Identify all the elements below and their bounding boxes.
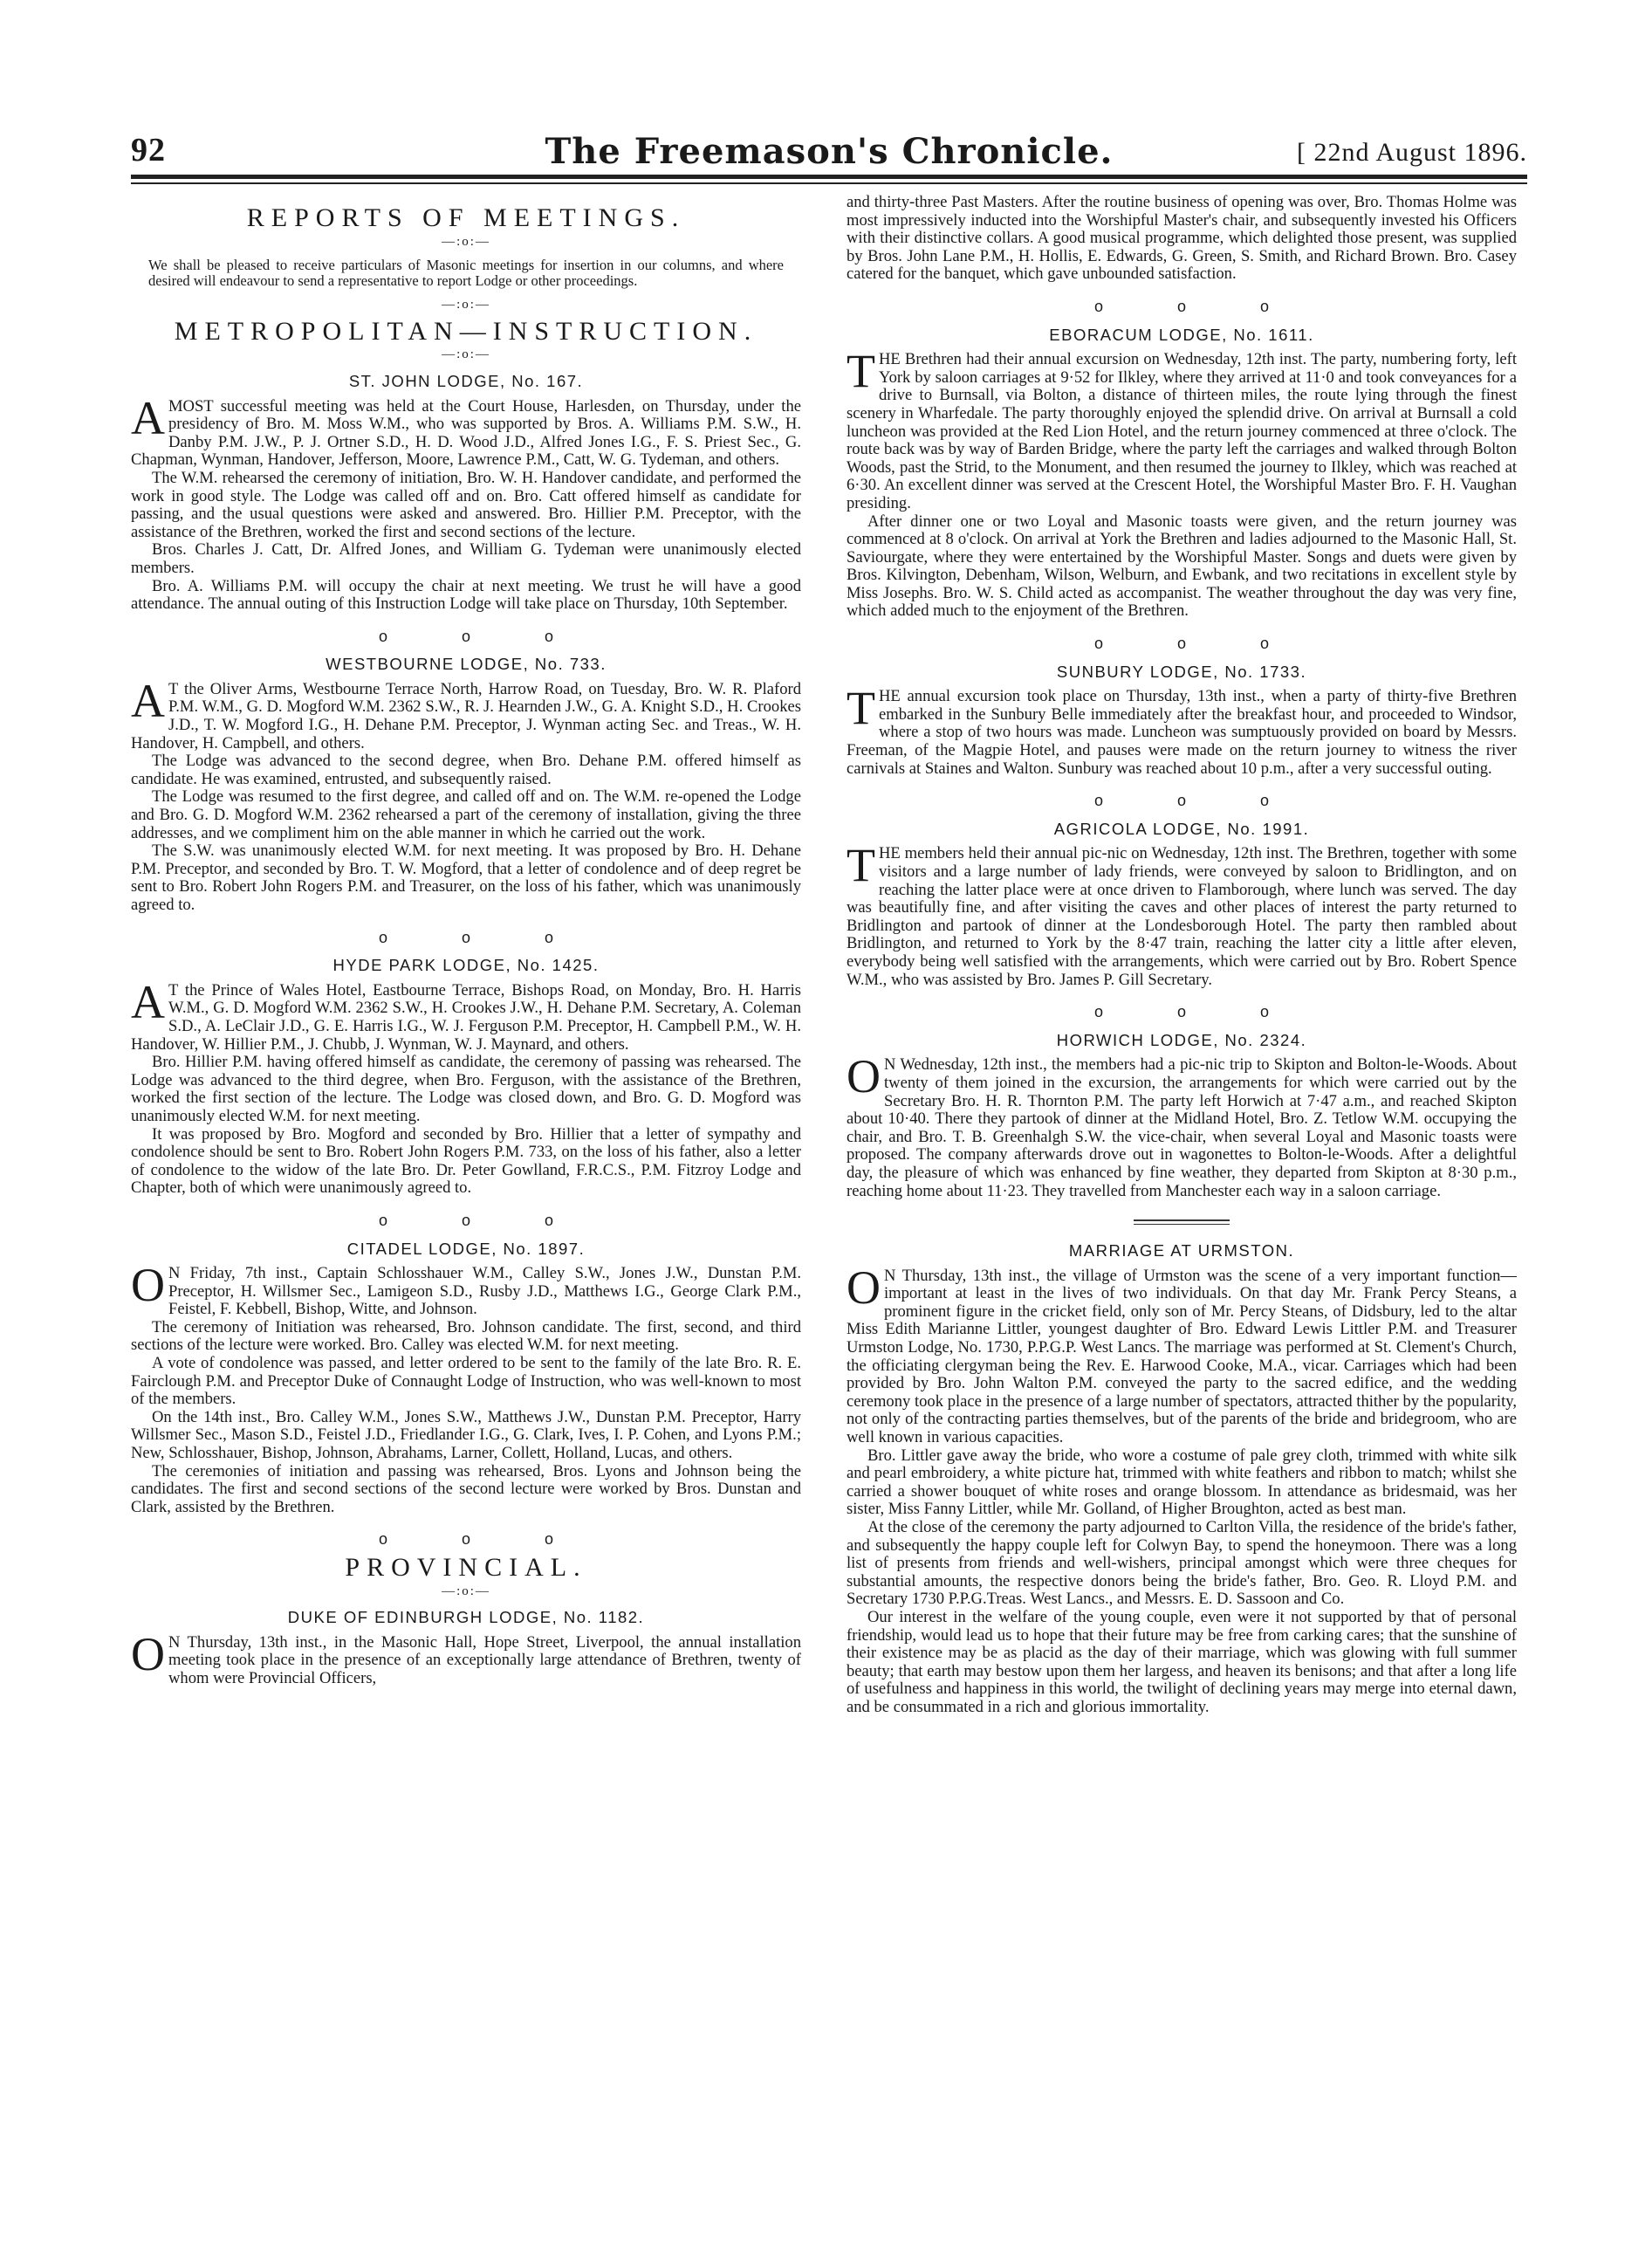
- report-paragraph: The ceremonies of initiation and passing was rehearsed, Bros. Lyons and Johnson being the candidates. The first and second sections of the second lecture were worked by Bros. Dunstan and Clark, assisted by the Brethren.: [131, 1461, 801, 1516]
- provincial-heading: PROVINCIAL.: [345, 1553, 587, 1582]
- report-eboracum-lodge: [847, 326, 1517, 622]
- section-ornament: o o o: [1093, 297, 1305, 315]
- report-paragraph: The S.W. was unanimously elected W.M. for next meeting. It was proposed by Bro. H. Dehane P.M. Preceptor, and seconded by Bro. T. W. Mogford, that a letter of condolence and of deep regret be sent to Bro. Robert John Rogers P.M. and Treasurer, on the loss of his father, which was unanimously agreed to.: [131, 841, 801, 914]
- article-title: MARRIAGE AT URMSTON.: [1068, 1241, 1295, 1261]
- section-ornament: o o o: [378, 627, 589, 645]
- report-st-john-lodge: [131, 373, 801, 614]
- lodge-title: HYDE PARK LODGE, No. 1425.: [332, 956, 600, 975]
- drop-cap: O: [131, 1627, 165, 1680]
- report-paragraph: Bro. Hillier P.M. having offered himself as candidate, the ceremony of passing was rehearsed. The Lodge was advanced to the third degree, when Bro. Ferguson, with the assistance of the Brethren, worked the first section of the lecture. The Lodge was closed down, and Bro. G. D. Mogford was unanimously elected W.M. for next meeting.: [131, 1053, 801, 1125]
- report-hyde-park-lodge: [131, 957, 801, 1198]
- left-column: [131, 194, 801, 1688]
- section-ornament: o o o: [378, 928, 589, 946]
- report-paragraph: THE annual excursion took place on Thursday, 13th inst., when a party of thirty-five Brethren embarked in the Sunbury Belle immediately after the breakfast hour, and proceeded to Windsor, where a stop of two hours was made. Luncheon was sumptuously provided on board by Messrs. Freeman, of the Magpie Hotel, and pauses were made on the return journey to witness the river carnivals at Staines and Walton. Sunbury was reached about 10 p.m., after a very successful outing.: [847, 682, 1517, 778]
- lodge-title: HORWICH LODGE, No. 2324.: [1056, 1030, 1307, 1049]
- report-westbourne-lodge: [131, 656, 801, 914]
- lodge-title: EBORACUM LODGE, No. 1611.: [1049, 325, 1314, 344]
- report-horwich-lodge: [847, 1032, 1517, 1200]
- report-paragraph: The Lodge was advanced to the second degree, when Bro. Dehane P.M. offered himself as candidate. He was examined, entrusted, and subsequently raised.: [131, 752, 801, 788]
- report-paragraph: O N Thursday, 13th inst., in the Masonic Hall, Hope Street, Liverpool, the annual installation meeting took place in the presence of an exceptionally large attendance of Brethren, twenty of whom were Provincial Officers,: [131, 1627, 801, 1687]
- separator: —:o:—: [442, 298, 490, 313]
- section-ornament: o o o: [378, 1211, 589, 1229]
- report-citadel-lodge: [131, 1240, 801, 1517]
- drop-cap: A: [131, 674, 165, 727]
- drop-cap: T: [847, 839, 875, 892]
- drop-cap: T: [847, 682, 875, 735]
- drop-cap: O: [847, 1261, 881, 1314]
- report-duke-of-edinburgh-lodge: [131, 1609, 801, 1687]
- editorial-notice: We shall be pleased to receive particulars of Masonic meetings for insertion in our columns, and where desired will endeavour to send a representative to report Lodge or other proceedings.: [148, 257, 784, 290]
- reports-heading: REPORTS OF MEETINGS.: [246, 203, 686, 232]
- lodge-title: CITADEL LODGE, No. 1897.: [346, 1239, 586, 1258]
- lodge-title: SUNBURY LODGE, No. 1733.: [1056, 662, 1307, 681]
- report-paragraph: The W.M. rehearsed the ceremony of initiation, Bro. W. H. Handover candidate, and performed the work in good style. The Lodge was called off and on. Bro. Catt offered himself as candidate for passing, and the usual questions were asked and answered. Bro. Hillier P.M. Preceptor, with the assistance of the Brethren, worked the first and second sections of the lecture.: [131, 468, 801, 541]
- lodge-title: DUKE OF EDINBURGH LODGE, No. 1182.: [287, 1608, 645, 1627]
- report-paragraph: A vote of condolence was passed, and letter ordered to be sent to the family of the late Bro. R. E. Fairclough P.M. and Preceptor Duke of Connaught Lodge of Instruction, who was well-known to most of the members.: [131, 1354, 801, 1409]
- drop-cap: O: [847, 1050, 881, 1103]
- article-paragraph: O N Thursday, 13th inst., the village of Urmston was the scene of a very important function—important at least in the lives of two individuals. On that day Mr. Frank Percy Steans, a prominent figure in the cricket field, only son of Mr. Percy Steans, of Didsbury, led to the altar Miss Edith Marianne Littler, youngest daughter of Bro. Edward Lewis Littler P.M. and Treasurer Urmston Lodge, No. 1730, P.P.G.P. West Lancs. The marriage was performed at St. Clement's Church, the officiating clergyman being the Rev. E. Harwood Cooke, M.A., vicar. Carriages which had been provided by Bro. John Walton P.M. conveyed the party to the sacred edifice, and the wedding ceremony took place in the presence of a large number of spectators, attracted thither by the popularity, not only of the contracting parties themselves, but of the parents of the bride and bridegroom, who are well known in various capacities.: [847, 1261, 1517, 1447]
- report-continuation: and thirty-three Past Masters. After the routine business of opening was over, Bro. Thomas Holme was most impressively inducted into the Worshipful Master's chair, and subsequently invested his Officers with their distinctive collars. A good musical programme, which delighted those present, was supplied by Bros. John Lane P.M., H. Hollis, E. Edwards, G. Green, S. Smith, and Richard Brown. Bro. Casey catered for the banquet, which gave unbounded satisfaction.: [847, 193, 1517, 284]
- metropolitan-heading: METROPOLITAN—INSTRUCTION.: [174, 316, 758, 346]
- article-marriage-at-urmston: [847, 1242, 1517, 1716]
- article-paragraph: Bro. Littler gave away the bride, who wore a costume of pale grey cloth, trimmed with white silk and pearl embroidery, a white picture hat, trimmed with white feathers and ribbon to match; whilst she carried a shower bouquet of white roses and orange blossom. In attendance as bridesmaid, was her sister, Miss Fanny Littler, while Mr. Golland, of Higher Broughton, acted as best man.: [847, 1446, 1517, 1519]
- section-ornament: o o o: [1093, 1003, 1305, 1021]
- drop-cap: A: [131, 391, 165, 444]
- report-paragraph: The ceremony of Initiation was rehearsed, Bro. Johnson candidate. The first, second, and third sections of the lecture were worked. Bro. Calley was elected W.M. for next meeting.: [131, 1317, 801, 1355]
- drop-cap: O: [131, 1259, 165, 1312]
- report-paragraph: After dinner one or two Loyal and Masonic toasts were given, and the return journey was commenced at 8 o'clock. On arrival at York the Brethren and ladies adjourned to the Masonic Hall, St. Saviourgate, where they were entertained by the Worshipful Master. Songs and duets were given by Bros. Kilvington, Debenham, Wilson, Welburn, and Ewbank, and two recitations in excellent style by Miss Josephs. Bro. W. S. Child acted as accompanist. The weather throughout the day was very fine, which added much to the enjoyment of the Brethren.: [847, 512, 1517, 621]
- article-paragraph: Our interest in the welfare of the young couple, even were it not supported by that of personal friendship, would lead us to hope that their future may be free from carking cares; that the sunshine of their existence may be as placid as the day of their marriage, which was glowing with full summer beauty; that earth may bestow upon them her largess, and heaven its benisons; and that after a long life of usefulness and happiness in this world, the twilight of declining years may merge into eternal dawn, and be consummated in a rich and glorious immortality.: [847, 1607, 1517, 1716]
- page-number: 92: [131, 132, 166, 168]
- publication-title: The Freemason's Chronicle.: [545, 131, 1114, 172]
- report-paragraph: A T the Oliver Arms, Westbourne Terrace North, Harrow Road, on Tuesday, Bro. W. R. Plaford P.M. W.M., G. D. Mogford W.M. 2362 S.W., R. J. Hearnden J.W., G. A. Knight S.D., H. Crookes J.D., T. W. Mogford I.G., H. Dehane P.M. Preceptor, J. Wynman acting Sec. and Treas., W. H. Handover, H. Campbell, and others.: [131, 674, 801, 752]
- lodge-title: WESTBOURNE LODGE, No. 733.: [326, 655, 607, 674]
- drop-cap: T: [847, 345, 875, 398]
- section-ornament: o o o: [1093, 635, 1305, 653]
- section-ornament: o o o: [1093, 792, 1305, 810]
- section-divider: [1134, 1219, 1230, 1225]
- masthead-rule: [131, 175, 1527, 179]
- report-paragraph: The Lodge was resumed to the first degree, and called off and on. The W.M. re-opened the Lodge and Bro. G. D. Mogford W.M. 2362 rehearsed a part of the ceremony of installation, giving the three addresses, and we compliment him on the able manner in which he carried out the work.: [131, 787, 801, 842]
- separator: —:o:—: [442, 347, 490, 362]
- drop-cap: A: [131, 975, 165, 1028]
- report-paragraph: A T the Prince of Wales Hotel, Eastbourne Terrace, Bishops Road, on Monday, Bro. H. Harris W.M., G. D. Mogford W.M. 2362 S.W., H. Crookes J.W., H. Dehane P.M. Secretary, A. Coleman S.D., A. LeClair J.D., G. E. Harris I.G., W. J. Ferguson P.M. Preceptor, H. Campbell P.M., W. H. Handover, W. Hillier P.M., J. Chubb, J. Wynman, W. J. Maynard, and others.: [131, 975, 801, 1054]
- report-paragraph: THE Brethren had their annual excursion on Wednesday, 12th inst. The party, numbering forty, left York by saloon carriages at 9·52 for Ilkley, where they arrived at 11·0 and took conveyances for a drive to Burnsall, via Bolton, a distance of thirteen miles, the route lying through the finest scenery in Wharfedale. The party thoroughly enjoyed the splendid drive. On arrival at Burnsall a cold luncheon was provided at the Red Lion Hotel, and the return journey commenced at three o'clock. The route back was by way of Barden Bridge, where the party left the carriages and walked through Bolton Woods, past the Strid, to the Monument, and then resumed the journey to Ilkley, which was reached at 6·30. An excellent dinner was served at the Crescent Hotel, the Worshipful Master Bro. F. H. Vaughan presiding.: [847, 345, 1517, 512]
- report-paragraph: Bro. A. Williams P.M. will occupy the chair at next meeting. We trust he will have a good attendance. The annual outing of this Instruction Lodge will take place on Thursday, 10th September.: [131, 576, 801, 614]
- report-sunbury-lodge: [847, 663, 1517, 779]
- right-column: [847, 194, 1517, 1717]
- report-paragraph: AMOST successful meeting was held at the Court House, Harlesden, on Thursday, under the presidency of Bro. M. Moss W.M., who was supported by Bros. A. Williams P.M. S.W., H. Danby P.M. J.W., P. J. Ortner S.D., H. D. Wood J.D., Alfred Jones I.G., F. S. Priest Sec., G. Chapman, Wynman, Handover, Jefferson, Moore, Lawrence P.M., Catt, W. G. Tydeman, and others.: [131, 391, 801, 470]
- article-paragraph: At the close of the ceremony the party adjourned to Carlton Villa, the residence of the bride's father, and subsequently the happy couple left for Colwyn Bay, to spend the honeymoon. There was a long list of presents from friends and well-wishers, principal amongst which were three cheques for substantial amounts, the respective donors being the bride's father, Bro. Geo. R. Lloyd P.M. and Secretary 1730 P.P.G.Treas. West Lancs., and Messrs. E. D. Sassoon and Co.: [847, 1518, 1517, 1609]
- separator: —:o:—: [442, 234, 490, 249]
- lodge-title: ST. JOHN LODGE, No. 167.: [348, 371, 584, 390]
- lodge-title: AGRICOLA LODGE, No. 1991.: [1053, 819, 1310, 838]
- report-paragraph: O N Wednesday, 12th inst., the members had a pic-nic trip to Skipton and Bolton-le-Woods. About twenty of them joined in the excursion, the arrangements for which were carried out by the Secretary Bro. H. R. Thornton P.M. The party left Horwich at 7·47 a.m., and reached Skipton about 10·40. There they partook of dinner at the Midland Hotel, Bro. Z. Tetlow W.M. occupying the chair, and Bro. T. B. Greenhalgh S.W. the vice-chair, when several Loyal and Masonic toasts were proposed. The company afterwards drove out in wagonettes to Bolton-le-Woods. After a delightful day, the pleasure of which was enhanced by fine weather, they departed from Skipton at 8·30 p.m., reaching home about 11·23. They travelled from Manchester each way in a saloon carriage.: [847, 1050, 1517, 1200]
- section-ornament: o o o: [378, 1530, 589, 1549]
- report-paragraph: THE members held their annual pic-nic on Wednesday, 12th inst. The Brethren, together with some visitors and a large number of lady friends, were conveyed by saloon to Bridlington, and on reaching the latter place were at once driven to Flamborough, where lunch was served. The day was beautifully fine, and after visiting the caves and other places of interest the party returned to Bridlington and partook of dinner at the Londesborough Hotel. The party then rambled about Bridlington, and returned to York by the 8·47 train, reaching the latter city a little after eleven, everybody being well satisfied with the arrangements, which were carried out by Bro. Robert Spence W.M., who was assisted by Bro. James P. Gill Secretary.: [847, 839, 1517, 989]
- report-agricola-lodge: [847, 821, 1517, 989]
- issue-date: [ 22nd August 1896.: [1296, 138, 1527, 167]
- separator: —:o:—: [442, 1583, 490, 1598]
- report-paragraph: O N Friday, 7th inst., Captain Schlosshauer W.M., Calley S.W., Jones J.W., Dunstan P.M. Preceptor, H. Willsmer Sec., Lamigeon S.D., Rusby J.D., Matthews I.G., George Clark P.M., Feistel, F. Kebbell, Bishop, Witte, and Johnson.: [131, 1259, 801, 1319]
- report-paragraph: On the 14th inst., Bro. Calley W.M., Jones S.W., Matthews J.W., Dunstan P.M. Preceptor, Harry Willsmer Sec., Mason S.D., Feistel J.D., Friedlander I.G., G. Clark, Ives, I. P. Cohen, and Lyons P.M.; New, Schlosshauer, Bishop, Johnson, Abrahams, Larner, Collett, Holland, Lucas, and others.: [131, 1407, 801, 1463]
- report-paragraph: Bros. Charles J. Catt, Dr. Alfred Jones, and William G. Tydeman were unanimously elected members.: [131, 540, 801, 577]
- report-paragraph: It was proposed by Bro. Mogford and seconded by Bro. Hillier that a letter of sympathy and condolence should be sent to Bro. Robert John Rogers P.M. 733, on the loss of his father, also a letter of condolence to the widow of the late Bro. Dr. Peter Gowlland, F.R.C.S., P.M. Fitzroy Lodge and Chapter, both of which were unanimously agreed to.: [131, 1124, 801, 1198]
- masthead-rule-thin: [131, 182, 1527, 184]
